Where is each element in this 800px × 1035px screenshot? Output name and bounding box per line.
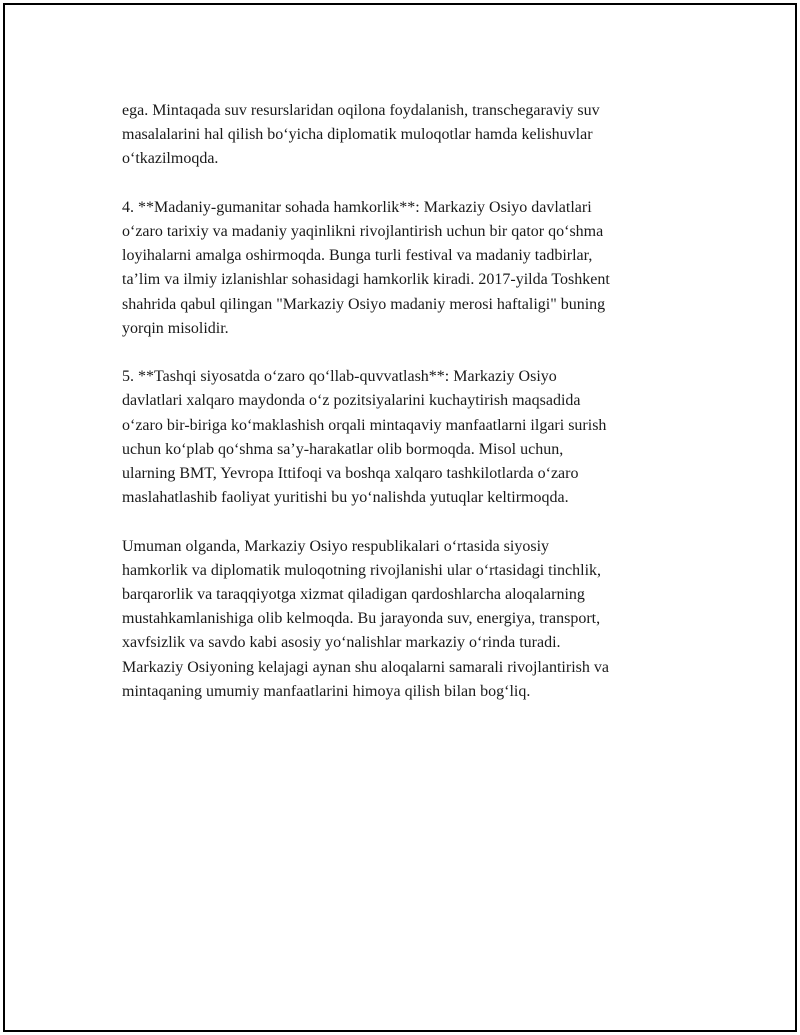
paragraph-conclusion <box>122 535 682 704</box>
text-line: hamkorlik va diplomatik muloqotning rivojlanishi ular o‘rtasidagi tinchlik, <box>122 561 602 579</box>
paragraph-cultural-cooperation <box>122 196 682 341</box>
paragraph-water-resources <box>122 99 682 172</box>
text-line: ularning BMT, Yevropa Ittifoqi va boshqa xalqaro tashkilotlarda o‘zaro <box>122 465 579 483</box>
text-line: maslahatlashib faoliyat yuritishi bu yo‘nalishda yutuqlar keltirmoqda. <box>122 489 569 507</box>
text-line: ega. Mintaqada suv resurslaridan oqilona foydalanish, transchegaraviy suv <box>122 102 600 119</box>
text-line: barqarorlik va taraqqiyotga xizmat qiladigan qardoshlarcha aloqalarning <box>122 586 585 604</box>
text-line: ta’lim va ilmiy izlanishlar sohasidagi hamkorlik kiradi. 2017-yilda Toshkent <box>122 271 610 289</box>
text-line: o‘zaro bir-biriga ko‘maklashish orqali mintaqaviy manfaatlarni ilgari surish <box>122 416 607 434</box>
text-line: mustahkamlanishiga olib kelmoqda. Bu jarayonda suv, energiya, transport, <box>122 610 601 628</box>
text-line: Umuman olganda, Markaziy Osiyo respublikalari o‘rtasida siyosiy <box>122 537 550 555</box>
document-body <box>122 99 682 728</box>
text-line: 4. **Madaniy-gumanitar sohada hamkorlik**: Markaziy Osiyo davlatlari <box>122 198 592 216</box>
text-line: masalalarini hal qilish bo‘yicha diplomatik muloqotlar hamda kelishuvlar <box>122 126 593 144</box>
text-line: 5. **Tashqi siyosatda o‘zaro qo‘llab-quvvatlash**: Markaziy Osiyo <box>122 368 557 386</box>
text-line: shahrida qabul qilingan "Markaziy Osiyo madaniy merosi haftaligi" buning <box>122 295 606 313</box>
page-frame <box>3 3 797 1032</box>
text-line: uchun ko‘plab qo‘shma sa’y-harakatlar olib bormoqda. Misol uchun, <box>122 440 564 458</box>
text-line: o‘zaro tarixiy va madaniy yaqinlikni rivojlantirish uchun bir qator qo‘shma <box>122 223 604 240</box>
text-line: xavfsizlik va savdo kabi asosiy yo‘nalishlar markaziy o‘rinda turadi. <box>122 634 561 652</box>
paragraph-foreign-policy <box>122 365 682 510</box>
text-line: Markaziy Osiyoning kelajagi aynan shu aloqalarni samarali rivojlantirish va <box>122 658 609 676</box>
text-line: o‘tkazilmoqda. <box>122 150 219 168</box>
text-line: mintaqaning umumiy manfaatlarini himoya qilish bilan bog‘liq. <box>122 682 531 700</box>
text-line: yorqin misolidir. <box>122 319 229 337</box>
text-line: loyihalarni amalga oshirmoqda. Bunga turli festival va madaniy tadbirlar, <box>122 247 593 265</box>
text-line: davlatlari xalqaro maydonda o‘z pozitsiyalarini kuchaytirish maqsadida <box>122 392 581 410</box>
